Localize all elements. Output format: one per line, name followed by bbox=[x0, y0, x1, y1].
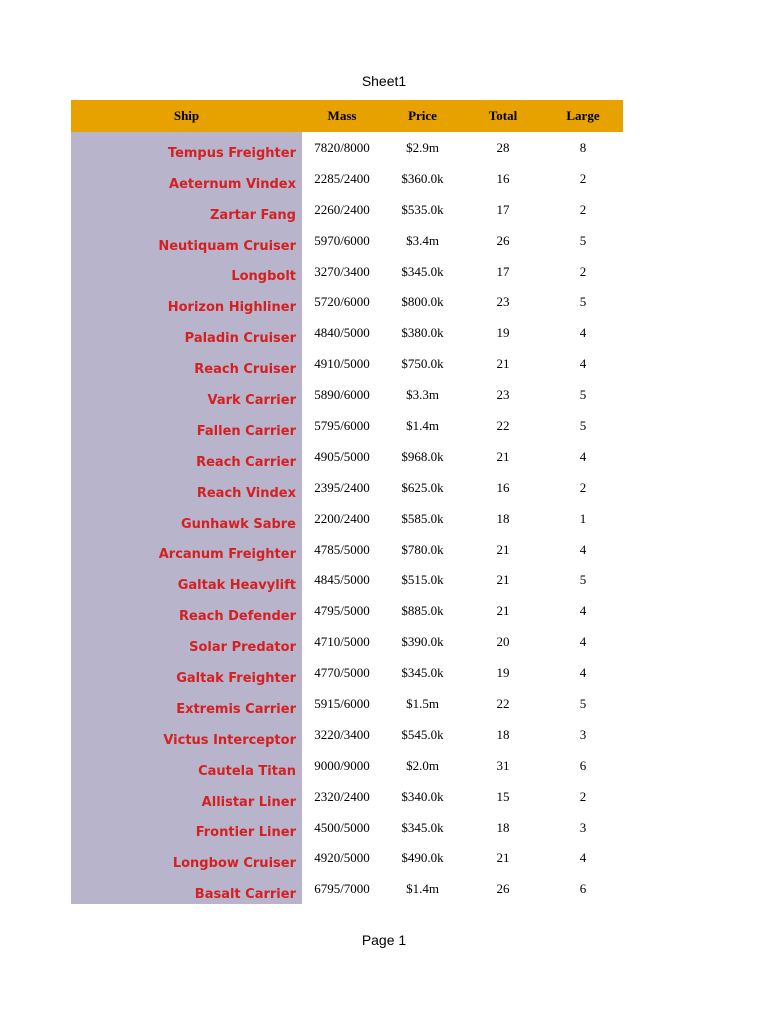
total-cell: 21 bbox=[496, 356, 510, 372]
ship-name: Paladin Cruiser bbox=[71, 317, 302, 348]
large-cell: 4 bbox=[579, 448, 587, 464]
price-cell: $885.0k bbox=[401, 603, 444, 619]
ships-table bbox=[71, 100, 623, 904]
large-cell: 5 bbox=[579, 294, 587, 310]
ship-name: Longbolt bbox=[71, 256, 302, 287]
mass-cell: 5890/6000 bbox=[314, 387, 370, 403]
ship-name: Reach Vindex bbox=[71, 472, 302, 503]
total-cell: 21 bbox=[496, 541, 510, 557]
price-cell: $625.0k bbox=[401, 479, 444, 495]
total-cell: 21 bbox=[496, 448, 510, 464]
mass-cell: 5915/6000 bbox=[314, 696, 370, 712]
ship-name: Victus Interceptor bbox=[71, 719, 302, 750]
total-cell: 21 bbox=[496, 603, 510, 619]
price-cell: $360.0k bbox=[401, 170, 444, 186]
total-cell: 23 bbox=[496, 387, 510, 403]
table-row bbox=[71, 750, 623, 781]
total-cell: 19 bbox=[496, 325, 510, 341]
mass-cell: 4710/5000 bbox=[314, 634, 370, 650]
mass-cell: 2285/2400 bbox=[314, 170, 370, 186]
price-cell: $380.0k bbox=[401, 325, 444, 341]
page-footer: Page 1 bbox=[361, 932, 407, 948]
table-row bbox=[71, 225, 623, 256]
header-row bbox=[71, 100, 623, 132]
large-cell: 2 bbox=[579, 201, 587, 217]
ship-name: Zartar Fang bbox=[71, 194, 302, 225]
ship-name: Reach Cruiser bbox=[71, 348, 302, 379]
price-cell: $490.0k bbox=[401, 850, 444, 866]
table-row bbox=[71, 595, 623, 626]
mass-cell: 4845/5000 bbox=[314, 572, 370, 588]
ship-name: Cautela Titan bbox=[71, 750, 302, 781]
large-cell: 4 bbox=[579, 850, 587, 866]
table-row bbox=[71, 657, 623, 688]
table-row bbox=[71, 163, 623, 194]
total-cell: 23 bbox=[496, 294, 510, 310]
column-header-large: Large bbox=[543, 100, 623, 132]
ship-name: Neutiquam Cruiser bbox=[71, 225, 302, 256]
mass-cell: 4500/5000 bbox=[314, 819, 370, 835]
mass-cell: 4840/5000 bbox=[314, 325, 370, 341]
mass-cell: 4920/5000 bbox=[314, 850, 370, 866]
total-cell: 18 bbox=[496, 510, 510, 526]
mass-cell: 4795/5000 bbox=[314, 603, 370, 619]
table-row bbox=[71, 812, 623, 843]
ship-name: Vark Carrier bbox=[71, 379, 302, 410]
mass-cell: 2260/2400 bbox=[314, 201, 370, 217]
price-cell: $968.0k bbox=[401, 448, 444, 464]
large-cell: 5 bbox=[579, 572, 587, 588]
mass-cell: 5795/6000 bbox=[314, 418, 370, 434]
large-cell: 4 bbox=[579, 665, 587, 681]
large-cell: 6 bbox=[579, 757, 587, 773]
price-cell: $345.0k bbox=[401, 263, 444, 279]
mass-cell: 7820/8000 bbox=[314, 140, 370, 155]
large-cell: 5 bbox=[579, 387, 587, 403]
table-row bbox=[71, 472, 623, 503]
ship-name: Basalt Carrier bbox=[71, 873, 302, 904]
table-row bbox=[71, 441, 623, 472]
table-body bbox=[71, 132, 623, 904]
table-row bbox=[71, 626, 623, 657]
table-row bbox=[71, 503, 623, 534]
price-cell: $515.0k bbox=[401, 572, 444, 588]
table-row bbox=[71, 719, 623, 750]
ship-name: Solar Predator bbox=[71, 626, 302, 657]
total-cell: 19 bbox=[496, 665, 510, 681]
price-cell: $780.0k bbox=[401, 541, 444, 557]
ship-name: Tempus Freighter bbox=[71, 132, 302, 163]
table-row bbox=[71, 564, 623, 595]
total-cell: 31 bbox=[496, 757, 510, 773]
total-cell: 15 bbox=[496, 788, 510, 804]
column-header-total: Total bbox=[463, 100, 543, 132]
ship-name: Aeternum Vindex bbox=[71, 163, 302, 194]
total-cell: 26 bbox=[496, 881, 510, 897]
table-row bbox=[71, 873, 623, 904]
large-cell: 1 bbox=[579, 510, 587, 526]
total-cell: 16 bbox=[496, 479, 510, 495]
large-cell: 2 bbox=[579, 479, 587, 495]
price-cell: $345.0k bbox=[401, 819, 444, 835]
ship-name: Reach Carrier bbox=[71, 441, 302, 472]
total-cell: 18 bbox=[496, 726, 510, 742]
ship-name: Galtak Heavylift bbox=[71, 564, 302, 595]
total-cell: 28 bbox=[496, 140, 510, 155]
price-cell: $585.0k bbox=[401, 510, 444, 526]
mass-cell: 4770/5000 bbox=[314, 665, 370, 681]
table-row bbox=[71, 842, 623, 873]
price-cell: $800.0k bbox=[401, 294, 444, 310]
mass-cell: 5720/6000 bbox=[314, 294, 370, 310]
price-cell: $1.5m bbox=[406, 696, 439, 712]
mass-cell: 9000/9000 bbox=[314, 757, 370, 773]
price-cell: $1.4m bbox=[406, 881, 439, 897]
large-cell: 5 bbox=[579, 418, 587, 434]
column-header-price: Price bbox=[382, 100, 463, 132]
table-row bbox=[71, 348, 623, 379]
large-cell: 2 bbox=[579, 263, 587, 279]
table-row bbox=[71, 534, 623, 565]
table-row bbox=[71, 256, 623, 287]
total-cell: 20 bbox=[496, 634, 510, 650]
mass-cell: 4785/5000 bbox=[314, 541, 370, 557]
table-row bbox=[71, 132, 623, 163]
price-cell: $340.0k bbox=[401, 788, 444, 804]
large-cell: 2 bbox=[579, 170, 587, 186]
large-cell: 3 bbox=[579, 726, 587, 742]
large-cell: 6 bbox=[579, 881, 587, 897]
ship-name: Fallen Carrier bbox=[71, 410, 302, 441]
table-row bbox=[71, 317, 623, 348]
table-row bbox=[71, 194, 623, 225]
total-cell: 26 bbox=[496, 232, 510, 248]
total-cell: 17 bbox=[496, 263, 510, 279]
large-cell: 4 bbox=[579, 603, 587, 619]
mass-cell: 4905/5000 bbox=[314, 448, 370, 464]
price-cell: $750.0k bbox=[401, 356, 444, 372]
ship-name: Horizon Highliner bbox=[71, 286, 302, 317]
ship-name: Reach Defender bbox=[71, 595, 302, 626]
ship-name: Frontier Liner bbox=[71, 812, 302, 843]
large-cell: 4 bbox=[579, 541, 587, 557]
price-cell: $390.0k bbox=[401, 634, 444, 650]
price-cell: $345.0k bbox=[401, 665, 444, 681]
table-row bbox=[71, 379, 623, 410]
ship-name: Arcanum Freighter bbox=[71, 534, 302, 565]
total-cell: 18 bbox=[496, 819, 510, 835]
total-cell: 16 bbox=[496, 170, 510, 186]
total-cell: 21 bbox=[496, 850, 510, 866]
mass-cell: 6795/7000 bbox=[314, 881, 370, 897]
large-cell: 2 bbox=[579, 788, 587, 804]
ship-name: Galtak Freighter bbox=[71, 657, 302, 688]
column-header-mass: Mass bbox=[302, 100, 382, 132]
ship-name: Extremis Carrier bbox=[71, 688, 302, 719]
table-row bbox=[71, 286, 623, 317]
mass-cell: 4910/5000 bbox=[314, 356, 370, 372]
large-cell: 3 bbox=[579, 819, 587, 835]
large-cell: 4 bbox=[579, 325, 587, 341]
total-cell: 21 bbox=[496, 572, 510, 588]
price-cell: $1.4m bbox=[406, 418, 439, 434]
large-cell: 5 bbox=[579, 232, 587, 248]
sheet-title: Sheet1 bbox=[361, 73, 407, 89]
price-cell: $2.0m bbox=[406, 757, 439, 773]
ship-name: Longbow Cruiser bbox=[71, 842, 302, 873]
large-cell: 4 bbox=[579, 356, 587, 372]
mass-cell: 2200/2400 bbox=[314, 510, 370, 526]
total-cell: 17 bbox=[496, 201, 510, 217]
large-cell: 8 bbox=[579, 140, 587, 155]
table-row bbox=[71, 781, 623, 812]
large-cell: 4 bbox=[579, 634, 587, 650]
price-cell: $3.4m bbox=[406, 232, 439, 248]
large-cell: 5 bbox=[579, 696, 587, 712]
mass-cell: 3270/3400 bbox=[314, 263, 370, 279]
mass-cell: 5970/6000 bbox=[314, 232, 370, 248]
total-cell: 22 bbox=[496, 418, 510, 434]
price-cell: $545.0k bbox=[401, 726, 444, 742]
mass-cell: 3220/3400 bbox=[314, 726, 370, 742]
table-row bbox=[71, 688, 623, 719]
total-cell: 22 bbox=[496, 696, 510, 712]
ship-name: Allistar Liner bbox=[71, 781, 302, 812]
mass-cell: 2320/2400 bbox=[314, 788, 370, 804]
column-header-ship: Ship bbox=[71, 100, 302, 132]
price-cell: $2.9m bbox=[406, 140, 439, 155]
ship-name: Gunhawk Sabre bbox=[71, 503, 302, 534]
price-cell: $3.3m bbox=[406, 387, 439, 403]
mass-cell: 2395/2400 bbox=[314, 479, 370, 495]
price-cell: $535.0k bbox=[401, 201, 444, 217]
table-row bbox=[71, 410, 623, 441]
